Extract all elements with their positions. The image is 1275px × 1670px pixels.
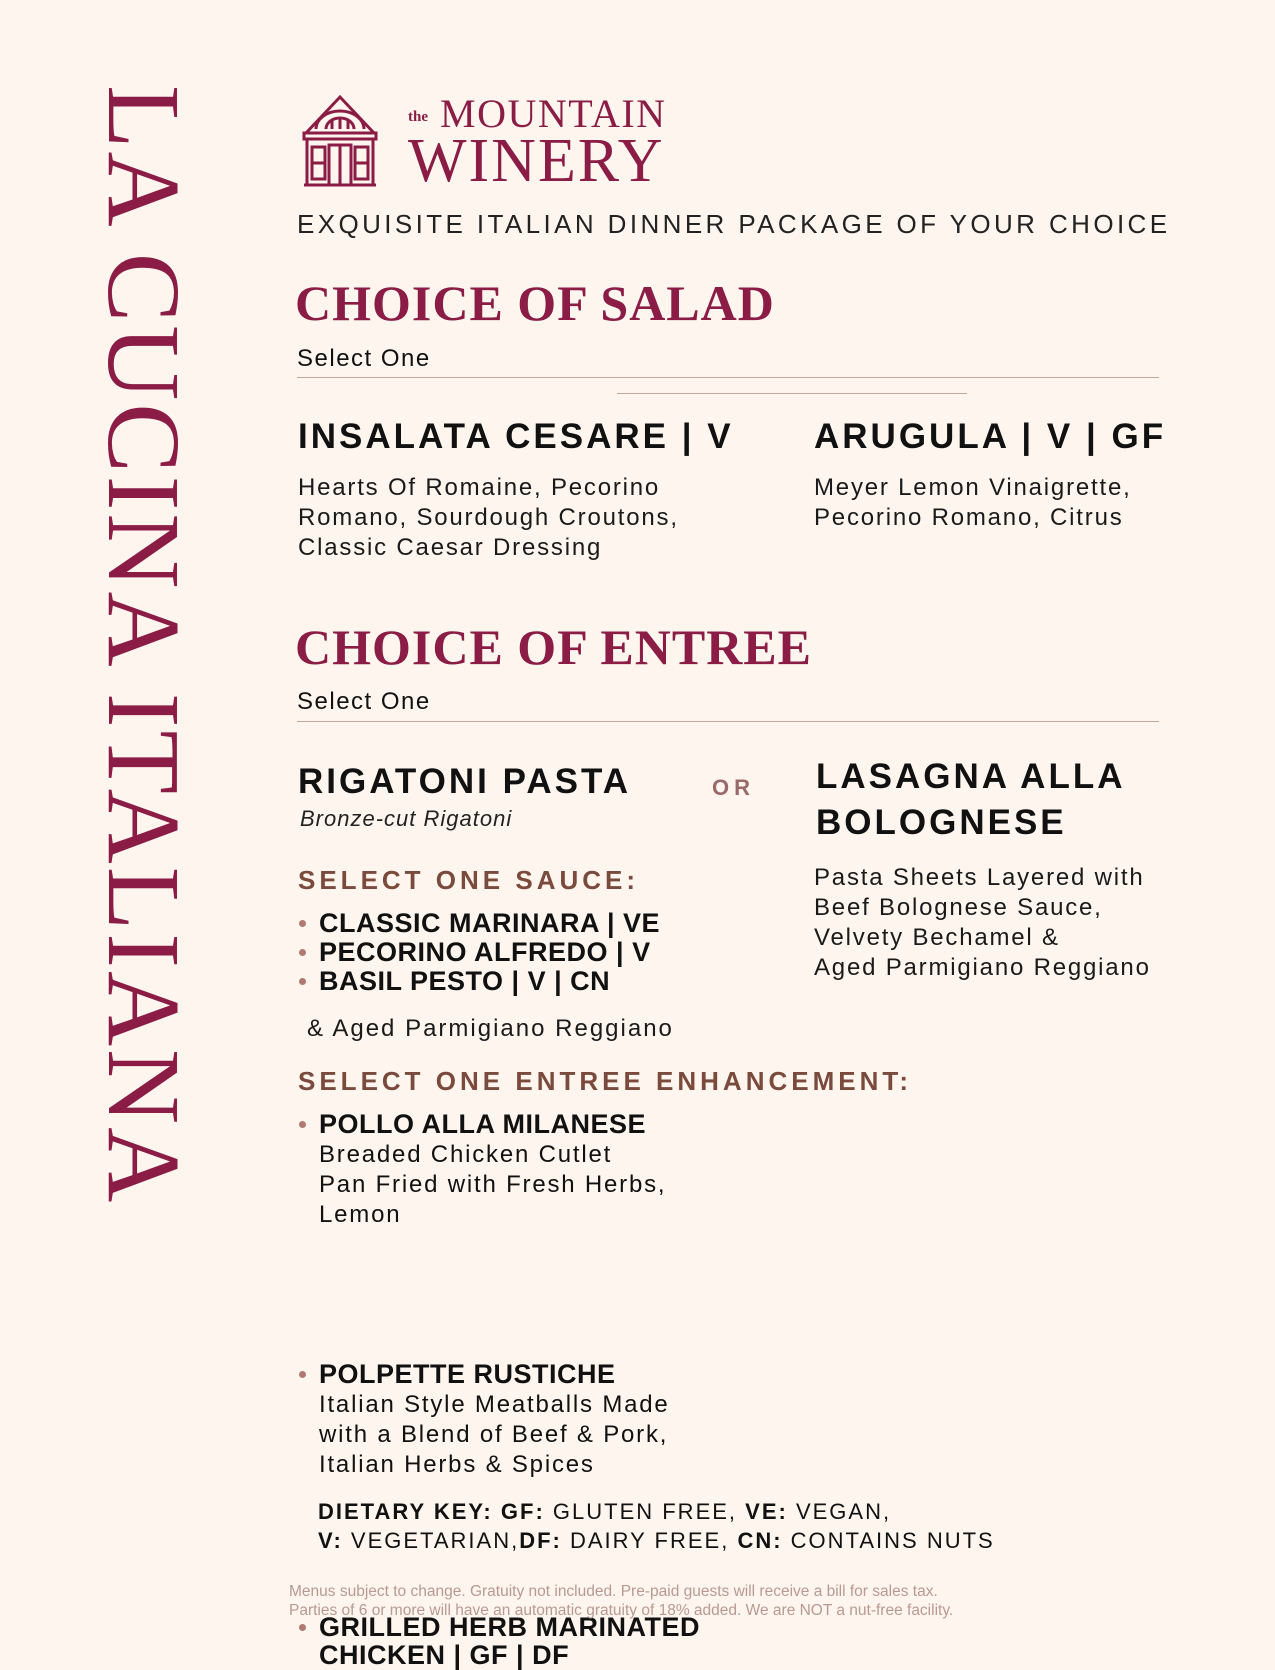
salad-select-one: Select One — [297, 345, 431, 372]
rigatoni-subtitle: Bronze-cut Rigatoni — [300, 806, 513, 831]
bullet-icon — [299, 1121, 306, 1128]
or-separator: OR — [712, 775, 755, 800]
rigatoni-title: RIGATONI PASTA — [298, 762, 632, 801]
salad-item-caesar-title: INSALATA CESARE | V — [298, 417, 734, 456]
lasagna-title-line2: BOLOGNESE — [816, 803, 1067, 842]
enhancement-item — [299, 1110, 1275, 1230]
enhancement-name: POLPETTE RUSTICHE — [319, 1359, 616, 1389]
enhancement-desc: Breaded Chicken Cutlet Pan Fried with Fresh Herbs, Lemon — [319, 1141, 667, 1228]
logo-winery: WINERY — [408, 127, 665, 195]
tagline: EXQUISITE ITALIAN DINNER PACKAGE OF YOUR CHOICE — [297, 209, 1171, 239]
bullet-icon — [299, 920, 306, 927]
bullet-icon — [299, 949, 306, 956]
winery-building-icon — [302, 93, 378, 188]
list-item: BASIL PESTO | V | CN — [299, 967, 660, 996]
bullet-icon — [299, 978, 306, 985]
enhancement-name: POLLO ALLA MILANESE — [319, 1109, 646, 1139]
logo-mountain: MOUNTAIN — [440, 91, 667, 136]
logo-the: the — [408, 109, 428, 125]
salad-item-caesar-desc: Hearts Of Romaine, Pecorino Romano, Sourdough Croutons, Classic Caesar Dressing — [298, 474, 679, 561]
sauce-list — [299, 909, 660, 996]
sauce-heading: SELECT ONE SAUCE: — [298, 865, 640, 895]
salad-divider — [297, 377, 1159, 378]
dietary-key: DIETARY KEY: GF: GLUTEN FREE, VE: VEGAN, V: VEGETARIAN,DF: DAIRY FREE, CN: CONTAINS NUTS — [318, 1499, 995, 1553]
enhancement-item — [299, 1613, 1275, 1669]
list-item: CLASSIC MARINARA | VE — [299, 909, 660, 938]
entree-divider — [297, 721, 1159, 722]
lasagna-desc: Pasta Sheets Layered with Beef Bolognese Sauce, Velvety Bechamel & Aged Parmigiano Reggiano — [814, 864, 1151, 981]
enhancement-desc: Italian Style Meatballs Made with a Blend of Beef & Pork, Italian Herbs & Spices — [319, 1391, 670, 1478]
side-title: LA CUCINA ITALIANA — [86, 85, 201, 1206]
list-item: PECORINO ALFREDO | V — [299, 938, 660, 967]
enhancement-heading: SELECT ONE ENTREE ENHANCEMENT: — [298, 1066, 913, 1096]
bullet-icon — [299, 1624, 306, 1631]
salad-section-title: CHOICE OF SALAD — [295, 275, 775, 331]
salad-item-arugula-title: ARUGULA | V | GF — [814, 417, 1167, 456]
enhancement-name-line1: GRILLED HERB MARINATED — [319, 1612, 700, 1642]
bullet-icon — [299, 1371, 306, 1378]
entree-select-one: Select One — [297, 688, 431, 715]
enhancement-name-line2: CHICKEN | GF | DF — [319, 1640, 570, 1670]
lasagna-title-line1: LASAGNA ALLA — [816, 757, 1126, 796]
fine-print: Menus subject to change. Gratuity not included. Pre-paid guests will receive a bill for sales tax. Parties of 6 or more will have an automatic gratuity of 18% added. We are NOT a nut-free facility. — [289, 1583, 954, 1619]
entree-section-title: CHOICE OF ENTREE — [295, 619, 813, 675]
enhancement-item — [299, 1360, 1275, 1480]
salad-divider-short — [617, 393, 967, 394]
salad-item-arugula-desc: Meyer Lemon Vinaigrette, Pecorino Romano, Citrus — [814, 474, 1132, 531]
sauce-note: & Aged Parmigiano Reggiano — [307, 1015, 674, 1042]
